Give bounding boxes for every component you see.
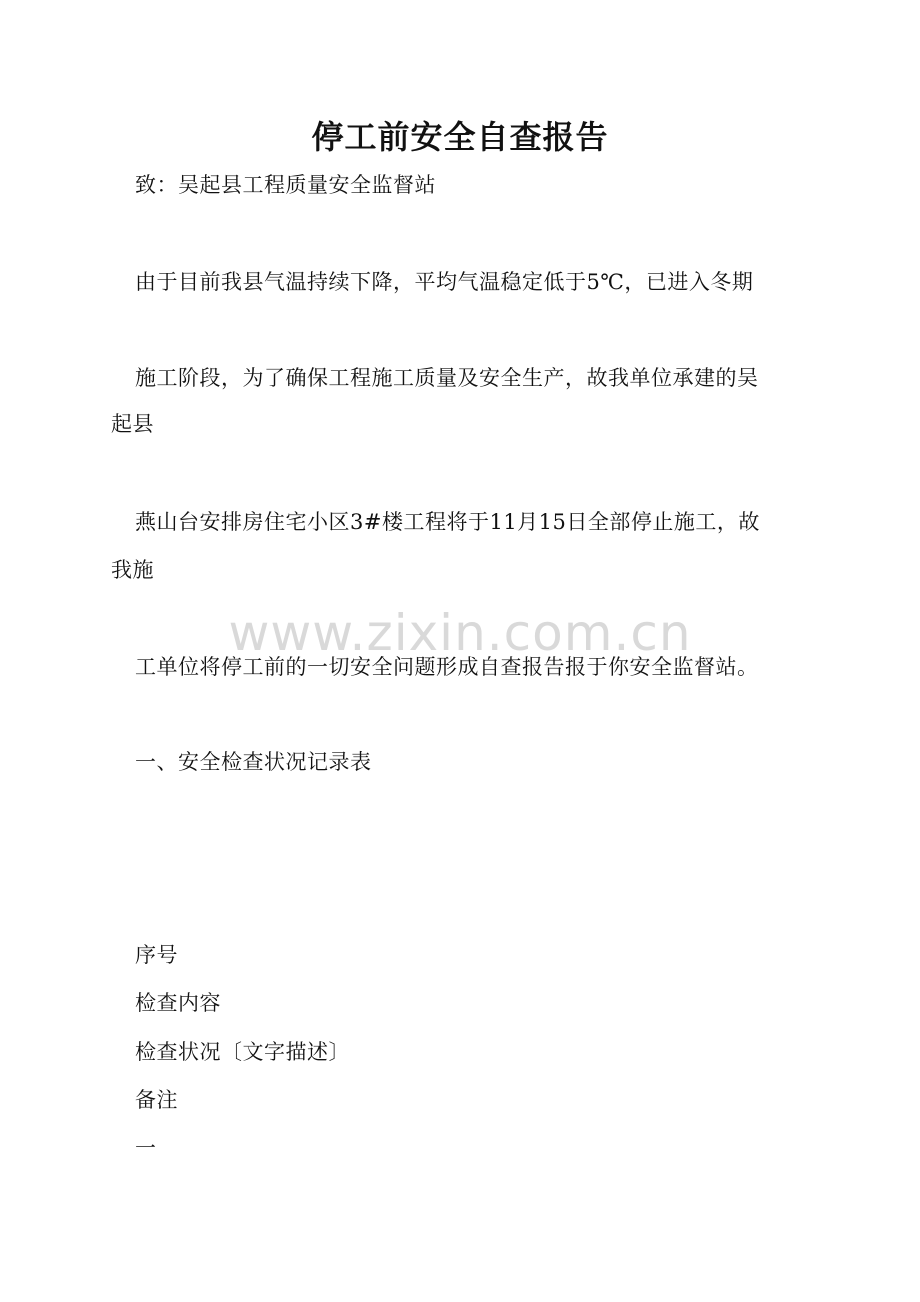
table-row-number: 一 — [135, 1136, 157, 1160]
paragraph-line: 燕山台安排房住宅小区3#楼工程将于11月15日全部停止施工，故 — [135, 510, 760, 534]
paragraph-line: 由于目前我县气温持续下降，平均气温稳定低于5℃，已进入冬期 — [135, 270, 754, 294]
table-header-cell: 序号 — [135, 943, 178, 967]
paragraph-line: 我施 — [111, 558, 154, 582]
document-title: 停工前安全自查报告 — [311, 118, 609, 156]
watermark-text: www.zixin.com.cn — [228, 604, 692, 662]
table-header-cell: 检查内容 — [135, 991, 221, 1015]
addressee-line: 致：吴起县工程质量安全监督站 — [135, 173, 436, 197]
section-heading: 一、安全检查状况记录表 — [135, 750, 372, 774]
paragraph-line: 施工阶段，为了确保工程施工质量及安全生产，故我单位承建的吴 — [135, 366, 759, 390]
paragraph-line: 起县 — [111, 412, 154, 436]
table-header-cell: 备注 — [135, 1088, 178, 1112]
table-header-cell: 检查状况〔文字描述〕 — [135, 1040, 350, 1064]
paragraph-line: 工单位将停工前的一切安全问题形成自查报告报于你安全监督站。 — [135, 655, 759, 679]
